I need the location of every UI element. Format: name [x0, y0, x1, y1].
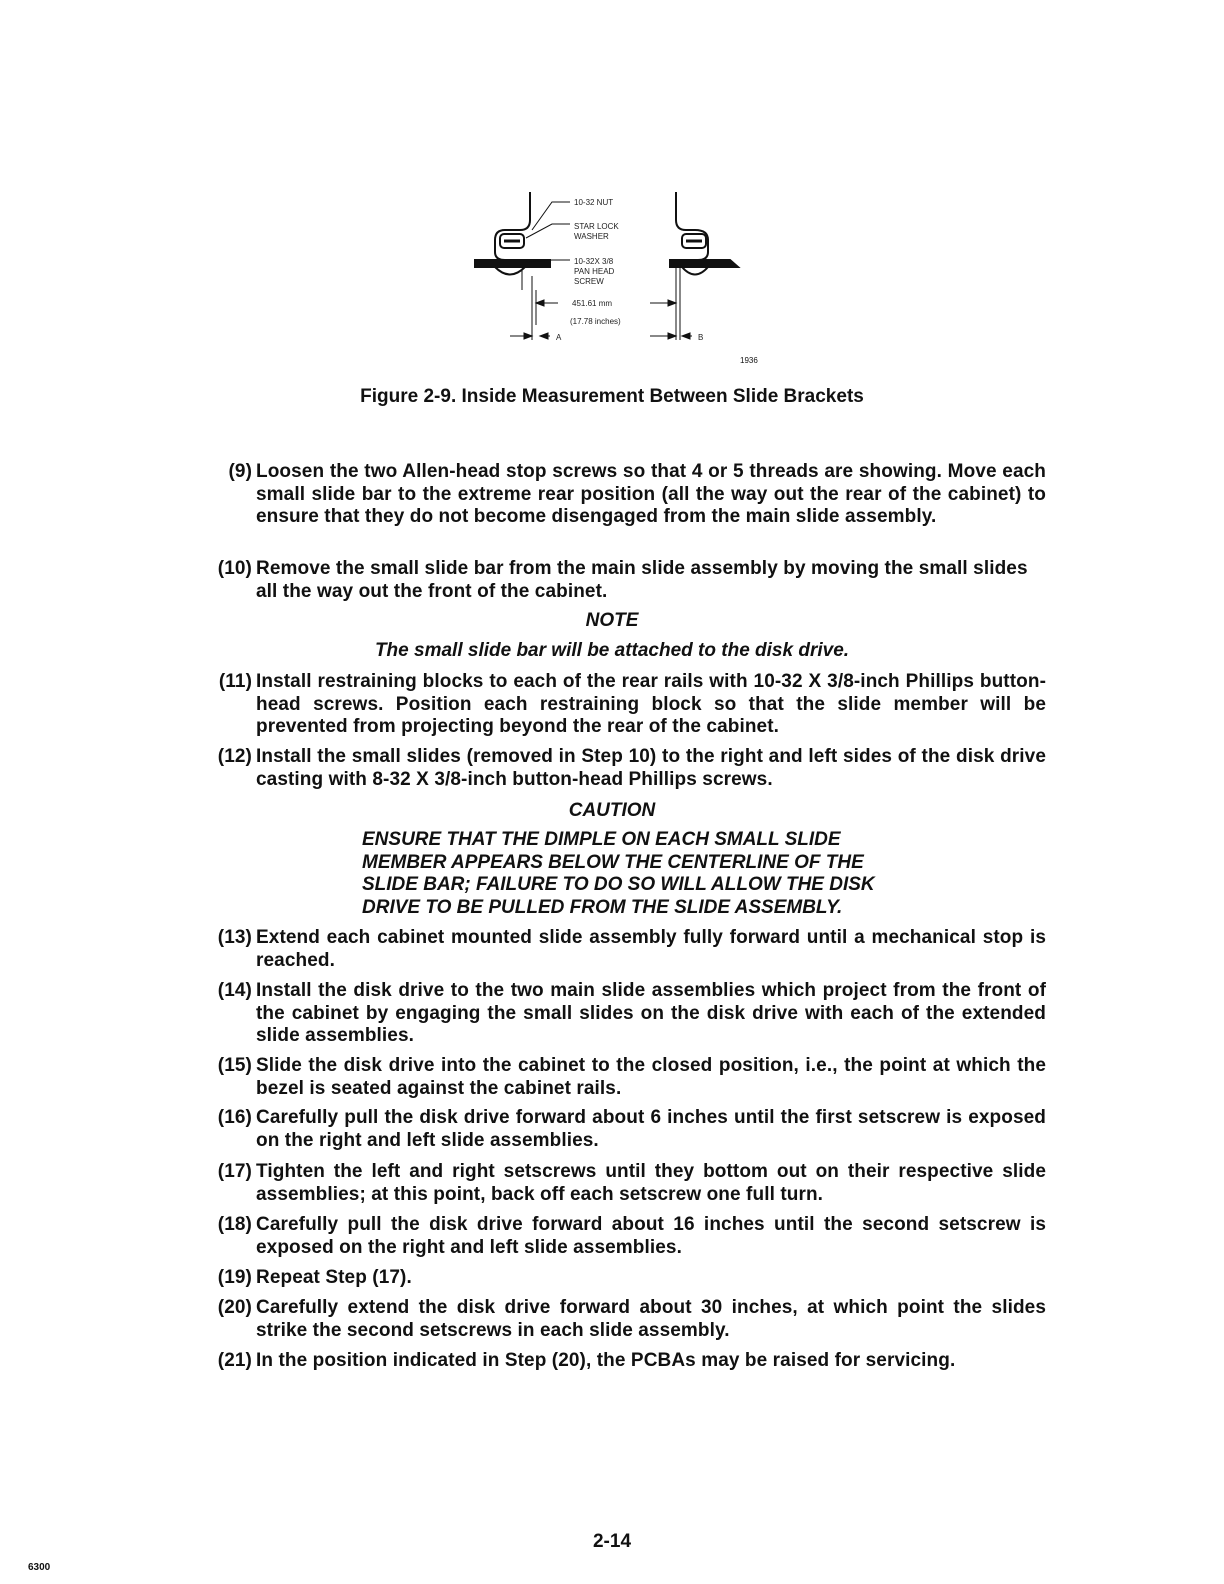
washer-label-line2: WASHER: [574, 232, 609, 241]
figure-id: 1936: [740, 356, 758, 365]
bracket-measurement-drawing: [470, 190, 760, 370]
step-number: (18): [217, 1214, 252, 1235]
step-text: Repeat Step (17).: [256, 1267, 412, 1288]
dimension-mm-label: 451.61 mm: [572, 299, 613, 308]
caution-heading: CAUTION: [568, 800, 656, 821]
note-text: The small slide bar will be attached to the disk drive.: [374, 640, 850, 661]
screw-label-line1: 10-32X 3/8: [574, 257, 614, 266]
screw-label-line2: PAN HEAD: [574, 267, 615, 276]
step-number: (16): [217, 1107, 252, 1128]
step-text: Loosen the two Allen-head stop screws so that 4 or 5 threads are showing. Move each small slide bar to the extreme rear position (all the way out the rear of the cabinet) to ensure that they do not become disengaged from the main slide assembly.: [256, 461, 1046, 527]
screw-label-line3: SCREW: [574, 277, 604, 286]
step-text: Install the small slides (removed in Step 10) to the right and left sides of the disk drive casting with 8-32 X 3/8-inch button-head Phillips screws.: [256, 746, 1046, 790]
nut-label: 10-32 NUT: [574, 198, 614, 207]
caution-text: [362, 829, 932, 919]
step-number: (14): [217, 980, 252, 1001]
step-number: (17): [217, 1161, 252, 1182]
step-number: (20): [217, 1297, 252, 1318]
step-text: Tighten the left and right setscrews until they bottom out on their respective slide assemblies; at this point, back off each setscrew one full turn.: [256, 1161, 1046, 1205]
step-number: (9): [228, 461, 252, 482]
point-b-label: B: [698, 333, 704, 342]
page-number: 2-14: [592, 1531, 632, 1552]
step-text: Install the disk drive to the two main slide assemblies which project from the front of the cabinet by engaging the small slides on the disk drive with each of the extended slide assemblies.: [256, 980, 1046, 1046]
step-text: Remove the small slide bar from the main slide assembly by moving the small slides all the way out the front of the cabinet.: [256, 558, 1028, 602]
caution-line: ENSURE THAT THE DIMPLE ON EACH SMALL SLIDE: [362, 829, 841, 850]
step-text: Extend each cabinet mounted slide assembly fully forward until a mechanical stop is reached.: [256, 927, 1046, 971]
washer-label-line1: STAR LOCK: [574, 222, 619, 231]
step-number: (21): [217, 1350, 252, 1371]
right-bracket: [670, 192, 738, 340]
step-text: Install restraining blocks to each of the rear rails with 10-32 X 3/8-inch Phillips button-head screws. Position each restraining block so that the slide member will be prevented from projecting beyond the rear of the cabinet.: [256, 671, 1046, 737]
step-number: (15): [217, 1055, 252, 1076]
left-bracket: [475, 192, 550, 290]
caution-line: SLIDE BAR; FAILURE TO DO SO WILL ALLOW THE DISK: [362, 874, 875, 895]
step-text: Carefully extend the disk drive forward about 30 inches, at which point the slides strike the second setscrews in each slide assembly.: [256, 1297, 1046, 1341]
dimension-inches-label: (17.78 inches): [570, 317, 621, 326]
figure-caption: Figure 2-9. Inside Measurement Between Slide Brackets: [360, 386, 864, 407]
caution-line: DRIVE TO BE PULLED FROM THE SLIDE ASSEMBLY.: [362, 896, 843, 918]
document-code: 6300: [28, 1562, 51, 1573]
step-number: (12): [217, 746, 252, 767]
point-a-label: A: [556, 333, 562, 342]
slide-bracket-diagram: [470, 190, 760, 370]
step-text: Carefully pull the disk drive forward about 6 inches until the first setscrew is exposed on the right and left slide assemblies.: [256, 1107, 1046, 1151]
caution-line: MEMBER APPEARS BELOW THE CENTERLINE OF THE: [362, 851, 864, 873]
step-text: Slide the disk drive into the cabinet to the closed position, i.e., the point at which the bezel is seated against the cabinet rails.: [256, 1055, 1046, 1099]
step-number: (19): [217, 1267, 252, 1288]
step-number: (13): [217, 927, 252, 948]
step-number: (10): [217, 558, 252, 579]
note-heading: NOTE: [585, 610, 639, 631]
step-text: In the position indicated in Step (20), the PCBAs may be raised for servicing.: [256, 1350, 956, 1371]
step-text: Carefully pull the disk drive forward about 16 inches until the second setscrew is exposed on the right and left slide assemblies.: [256, 1214, 1046, 1258]
step-number: (11): [218, 671, 252, 692]
